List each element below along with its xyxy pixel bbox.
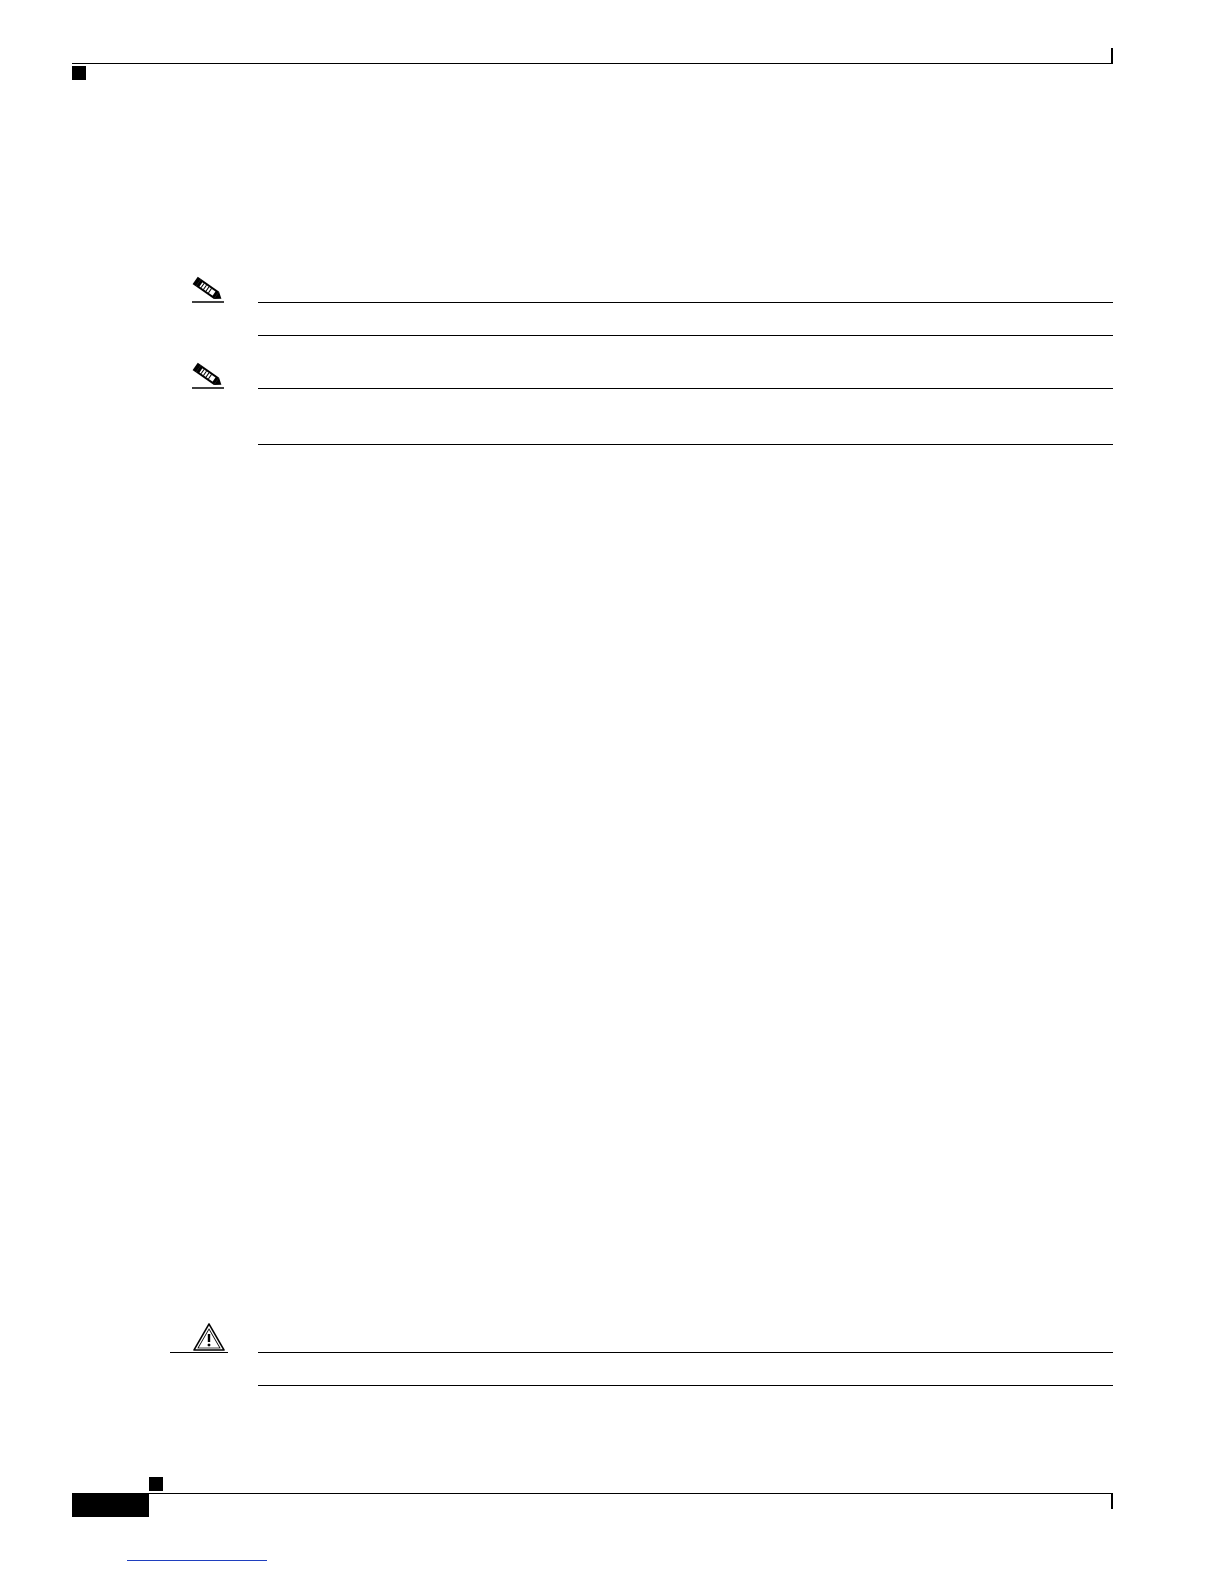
caution-icon-underline <box>170 1352 228 1353</box>
footer-page-block <box>72 1493 149 1517</box>
note-top-rule <box>258 302 1113 303</box>
footer-right-tick <box>1111 1493 1113 1509</box>
pencil-note-icon <box>190 276 226 304</box>
header-square-marker <box>72 66 86 80</box>
footer-link-underline[interactable] <box>127 1560 267 1561</box>
note-top-rule <box>258 388 1113 389</box>
note-bottom-rule <box>258 335 1113 336</box>
footer-square-marker <box>149 1477 163 1491</box>
footer-rule <box>72 1493 1113 1494</box>
caution-top-rule <box>258 1352 1113 1353</box>
pencil-note-icon <box>190 362 226 390</box>
note-bottom-rule <box>258 444 1113 445</box>
caution-bottom-rule <box>258 1385 1113 1386</box>
header-right-tick <box>1111 48 1113 64</box>
header-rule <box>72 63 1113 64</box>
warning-triangle-icon <box>192 1322 226 1352</box>
